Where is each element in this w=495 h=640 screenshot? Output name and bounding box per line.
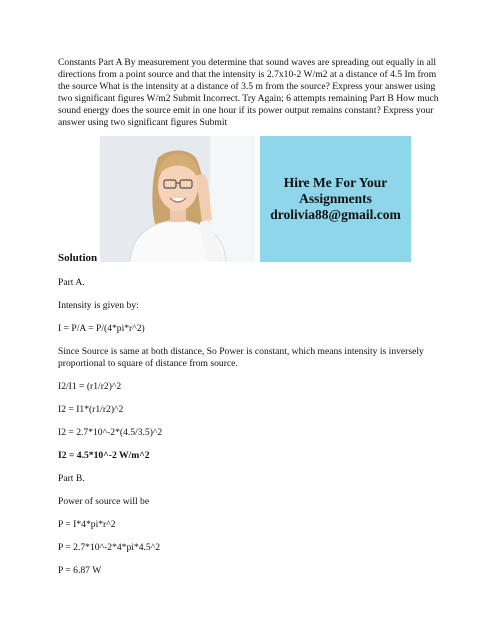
solution-result-a: I2 = 4.5*10^-2 W/m^2 xyxy=(58,450,150,461)
solution-line: I2 = I1*(r1/r2)^2 xyxy=(58,404,124,415)
solution-line: I = P/A = P/(4*pi*r^2) xyxy=(58,323,145,334)
solution-section xyxy=(58,252,442,588)
woman-photo xyxy=(100,136,255,262)
ad-line-1: Hire Me For Your xyxy=(283,175,388,190)
solution-line: Part A. xyxy=(58,277,85,288)
question-text: Constants Part A By measurement you determine that sound waves are spreading out equally in all directions from a point source and that the intensity is 2.7x10-2 W/m2 at a distance of 4.5 Im from the source What is the intensity at a distance of 3.5 m from the source? Express your answer using two significant figures W/m2 Submit Incorrect. Try Again; 6 attempts remaining Part B How much sound energy does the source emit in one hour if its power output remains constant? Express your answer using two significant figures Submit xyxy=(58,57,439,128)
solution-heading: Solution xyxy=(58,252,98,264)
ad-banner[interactable] xyxy=(100,136,411,262)
solution-result-b: P = 6.87 W xyxy=(58,565,102,576)
solution-line: P = 2.7*10^-2*4*pi*4.5^2 xyxy=(58,542,161,553)
ad-line-2: Assignments xyxy=(299,191,372,206)
solution-line: Power of source will be xyxy=(58,496,150,507)
ad-email[interactable]: drolivia88@gmail.com xyxy=(270,207,401,222)
solution-line: I2 = 2.7*10^-2*(4.5/3.5)^2 xyxy=(58,427,163,438)
woman-illustration xyxy=(100,136,255,262)
solution-line: Since Source is same at both distance, So Power is constant, which means intensity is inversely proportional to square of distance from source. xyxy=(58,346,424,369)
solution-line: Part B. xyxy=(58,473,85,484)
ad-text-panel[interactable] xyxy=(260,136,411,262)
solution-line: P = I*4*pi*r^2 xyxy=(58,519,116,530)
solution-line: Intensity is given by: xyxy=(58,300,139,311)
solution-line: I2/I1 = (r1/r2)^2 xyxy=(58,381,122,392)
